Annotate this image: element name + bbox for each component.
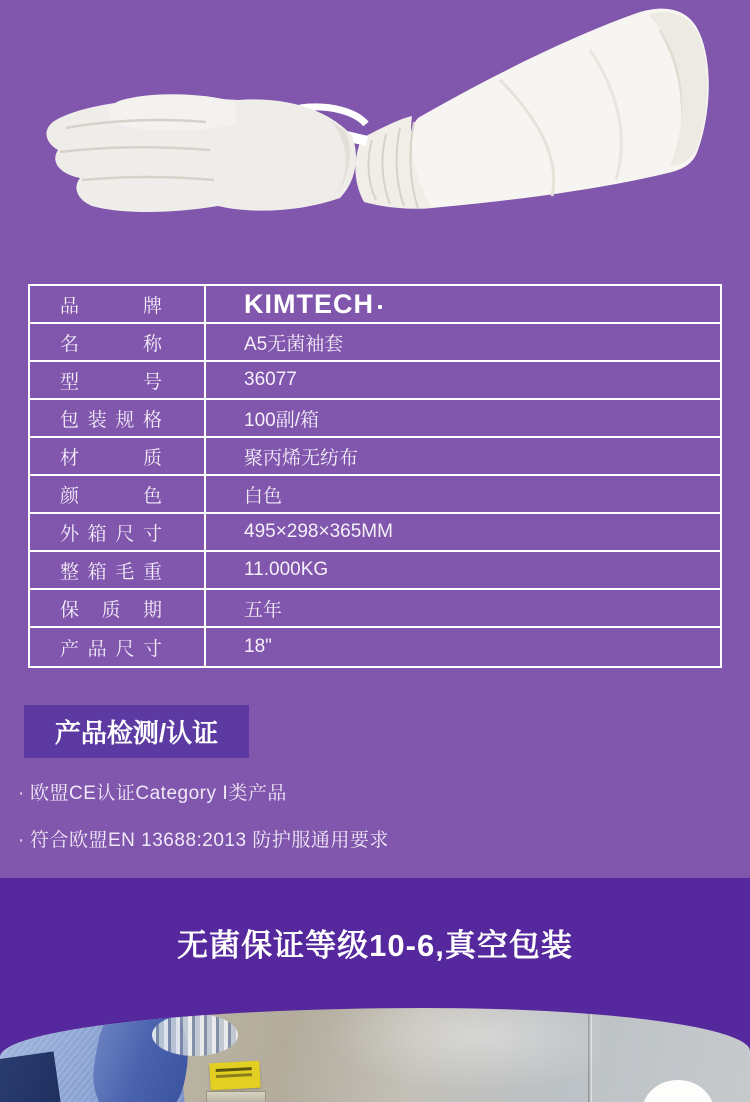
cleanroom-photo [0,1008,750,1102]
table-row-name [30,324,720,362]
table-row-packaging [30,400,720,438]
table-row-shelf-life [30,590,720,628]
spec-label-material: 材质 [60,447,162,469]
dark-blue-fabric [0,1051,62,1102]
spec-label-shelf-life: 保质期 [60,599,162,621]
bullet-dot-icon: · [18,783,25,804]
table-row-color [30,476,720,514]
steel-reflection-highlight [300,1008,600,1102]
sleeve-illustration [0,0,750,275]
metal-bracket [206,1091,266,1102]
certification-title: 产品检测/认证 [54,718,219,748]
table-row-brand [30,286,720,324]
spec-value-gross-weight: 11.000KG [244,559,329,580]
certification-bullet-text: 欧盟CE认证Category Ⅰ类产品 [30,783,287,804]
spec-value-product-size: 18" [244,636,272,657]
product-photo-sleeve [0,0,750,275]
yellow-warning-label [209,1061,260,1091]
spec-value-packaging: 100副/箱 [244,409,319,431]
sterility-banner-text: 无菌保证等级10-6,真空包装 [177,928,573,963]
table-row-material [30,438,720,476]
certification-bullet-list [18,778,718,872]
spec-value-shelf-life: 五年 [244,599,283,621]
certification-title-box [24,705,249,758]
spec-label-carton-size: 外箱尺寸 [60,523,162,545]
spec-table [28,284,722,668]
spec-label-packaging: 包装规格 [60,409,162,431]
list-item [18,825,718,852]
table-row-gross-weight [30,552,720,590]
spec-value-carton-size: 495×298×365MM [244,521,393,542]
bullet-dot-icon: · [18,830,25,851]
spec-label-color: 颜色 [60,485,162,507]
certification-bullet-text: 符合欧盟EN 13688:2013 防护服通用要求 [30,830,389,851]
table-row-carton-size [30,514,720,552]
spec-value-color: 白色 [244,485,283,507]
spec-label-name: 名称 [60,333,162,355]
spec-label-model: 型号 [60,371,162,393]
steel-cylinder-reflection [152,1014,238,1056]
white-circle-element [642,1080,714,1102]
spec-value-material: 聚丙烯无纺布 [244,447,359,469]
spec-label-gross-weight: 整箱毛重 [60,561,162,583]
trademark-icon [378,305,382,309]
kimtech-logo: KIMTECH [244,288,374,319]
spec-value-model: 36077 [244,369,297,390]
table-row-model [30,362,720,400]
list-item [18,778,718,805]
spec-value-name: A5无菌袖套 [244,333,344,355]
spec-label-brand: 品牌 [60,295,162,317]
spec-label-product-size: 产品尺寸 [60,638,162,660]
table-row-product-size [30,628,720,666]
